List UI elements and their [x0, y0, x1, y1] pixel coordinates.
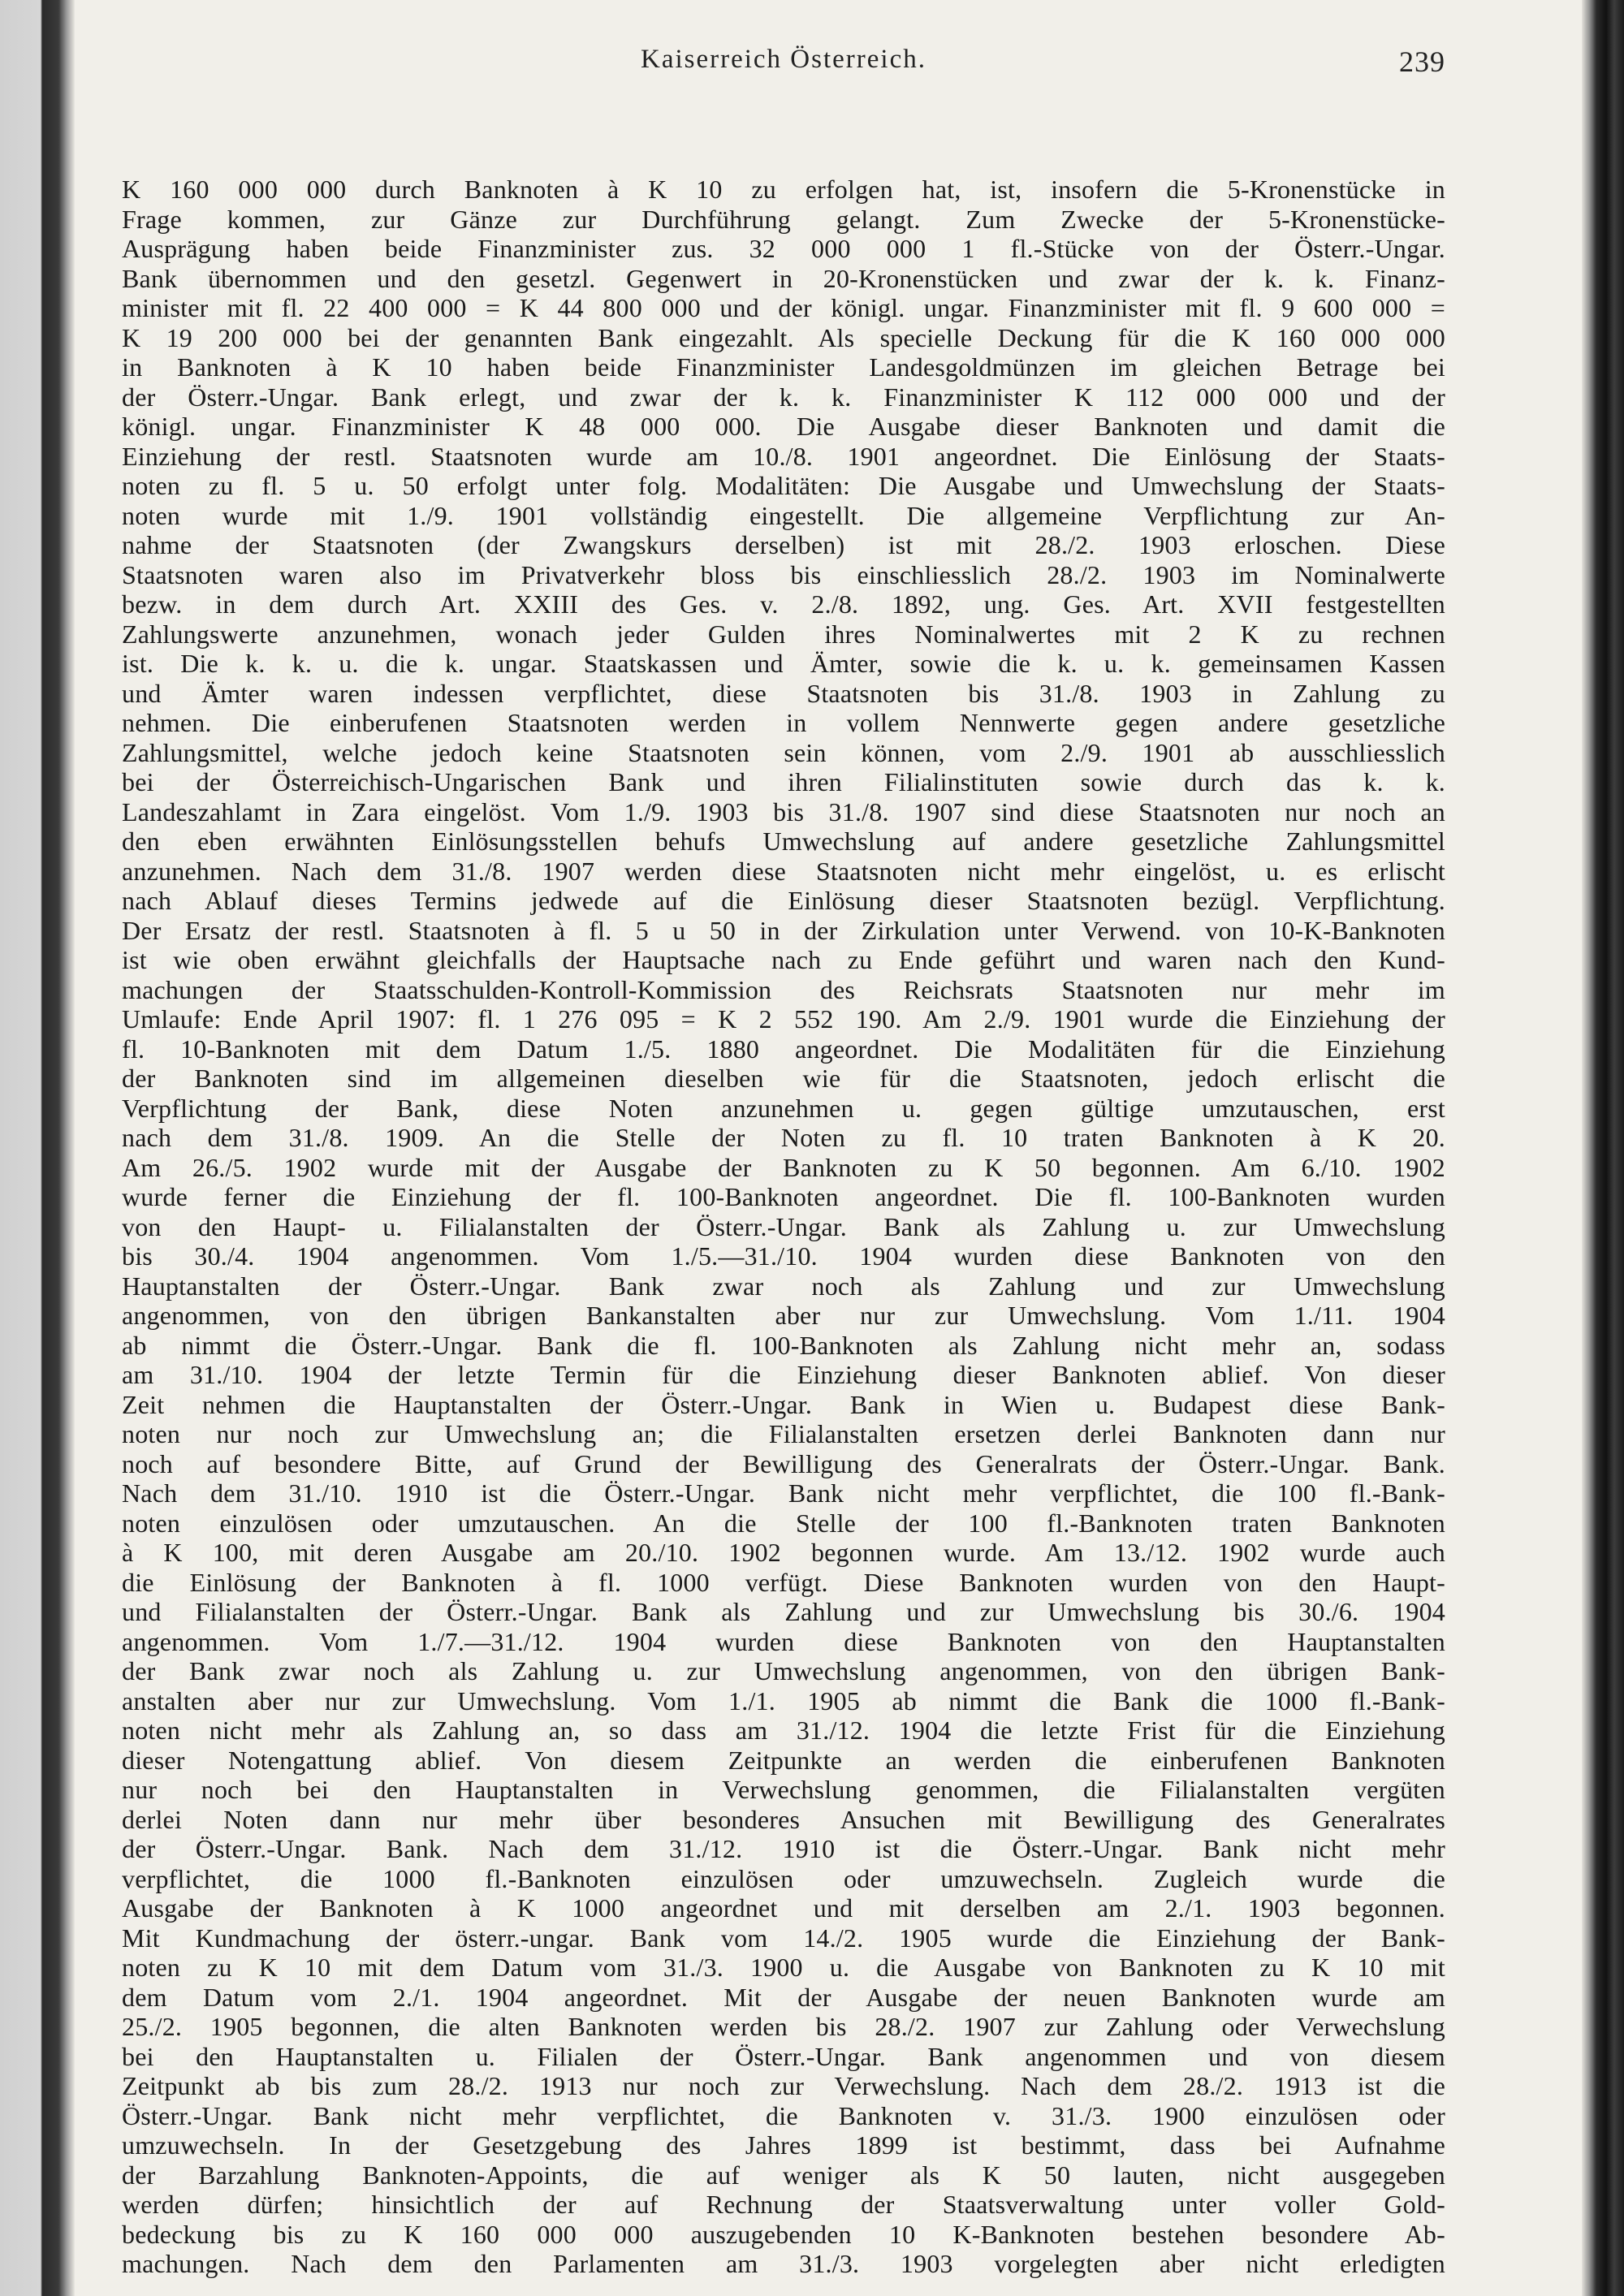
text-line: Mit Kundmachung der österr.-ungar. Bank vom 14./2. 1905 wurde die Einziehung der Bank-	[122, 1923, 1445, 1953]
text-line: Der Ersatz der restl. Staatsnoten à fl. 5 u 50 in der Zirkulation unter Verwend. von 10-K-Banknoten	[122, 915, 1445, 945]
text-line: und Ämter waren indessen verpflichtet, diese Staatsnoten bis 31./8. 1903 in Zahlung zu	[122, 678, 1445, 708]
text-line: königl. ungar. Finanzminister K 48 000 000. Die Ausgabe dieser Banknoten und damit die	[122, 412, 1445, 441]
text-line: ab nimmt die Österr.-Ungar. Bank die fl. 100-Banknoten als Zahlung nicht mehr an, sodass	[122, 1330, 1445, 1360]
text-line: Österr.-Ungar. Bank nicht mehr verpflichtet, die Banknoten v. 31./3. 1900 einzulösen oder	[122, 2100, 1445, 2130]
text-line: à K 100, mit deren Ausgabe am 20./10. 1902 begonnen wurde. Am 13./12. 1902 wurde auch	[122, 1538, 1445, 1567]
text-line: noten zu K 10 mit dem Datum vom 31./3. 1900 u. die Ausgabe von Banknoten zu K 10 mit	[122, 1953, 1445, 1982]
text-line: anstalten aber nur zur Umwechslung. Vom 1./1. 1905 ab nimmt die Bank die 1000 fl.-Bank-	[122, 1685, 1445, 1716]
text-line: der Barzahlung Banknoten-Appoints, die auf weniger als K 50 lauten, nicht ausgegeben	[122, 2160, 1445, 2190]
text-line: der Banknoten sind im allgemeinen dieselben wie für die Staatsnoten, jedoch erlischt die	[122, 1064, 1445, 1093]
text-line: noten einzulösen oder umzutauschen. An die Stelle der 100 fl.-Banknoten traten Banknoten	[122, 1508, 1445, 1538]
text-line: Frage kommen, zur Gänze zur Durchführung gelangt. Zum Zwecke der 5-Kronenstücke-	[122, 204, 1445, 234]
text-line: Zeit nehmen die Hauptanstalten der Österr.-Ungar. Bank in Wien u. Budapest diese Bank-	[122, 1389, 1445, 1419]
text-line: bedeckung bis zu K 160 000 000 auszugebenden 10 K-Banknoten bestehen besondere Ab-	[122, 2219, 1445, 2249]
text-line: bezw. in dem durch Art. XXIII des Ges. v. 2./8. 1892, ung. Ges. Art. XVII festgestellten	[122, 589, 1445, 619]
text-line: machungen der Staatsschulden-Kontroll-Kommission des Reichsrats Staatsnoten nur mehr im	[122, 974, 1445, 1004]
text-line: in Banknoten à K 10 haben beide Finanzminister Landesgoldmünzen im gleichen Betrage bei	[122, 352, 1445, 382]
text-line: Nach dem 31./10. 1910 ist die Österr.-Ungar. Bank nicht mehr verpflichtet, die 100 fl.-Bank-	[122, 1478, 1445, 1508]
text-line: wurde ferner die Einziehung der fl. 100-Banknoten angeordnet. Die fl. 100-Banknoten wurden	[122, 1182, 1445, 1211]
scan-right-edge	[1582, 0, 1624, 2296]
text-line: noch auf besondere Bitte, auf Grund der Bewilligung des Generalrats der Österr.-Ungar. Bank.	[122, 1448, 1445, 1478]
text-line: bei der Österreichisch-Ungarischen Bank und ihren Filialinstituten sowie durch das k. k.	[122, 767, 1445, 796]
text-line: nach Ablauf dieses Termins jedwede auf die Einlösung dieser Staatsnoten bezügl. Verpflichtung.	[122, 886, 1445, 915]
text-line: dem Datum vom 2./1. 1904 angeordnet. Mit der Ausgabe der neuen Banknoten wurde am	[122, 1982, 1445, 2012]
text-line: der Österr.-Ungar. Bank. Nach dem 31./12. 1910 ist die Österr.-Ungar. Bank nicht mehr	[122, 1834, 1445, 1863]
text-line: noten nur noch zur Umwechslung an; die Filialanstalten ersetzen derlei Banknoten dann nur	[122, 1419, 1445, 1448]
text-line: Landeszahlamt in Zara eingelöst. Vom 1./9. 1903 bis 31./8. 1907 sind diese Staatsnoten nur noch an	[122, 796, 1445, 826]
text-line: noten nicht mehr als Zahlung an, so dass am 31./12. 1904 die letzte Frist für die Einziehung	[122, 1716, 1445, 1745]
text-line: nehmen. Die einberufenen Staatsnoten werden in vollem Nennwerte gegen andere gesetzliche	[122, 708, 1445, 737]
text-line: den eben erwähnten Einlösungsstellen behufs Umwechslung auf andere gesetzliche Zahlungsmittel	[122, 826, 1445, 856]
body-text	[122, 175, 1445, 2279]
text-line: werden dürfen; hinsichtlich der auf Rechnung der Staatsverwaltung unter voller Gold-	[122, 2190, 1445, 2219]
text-line: Ausprägung haben beide Finanzminister zus. 32 000 000 1 fl.-Stücke von der Österr.-Ungar.	[122, 234, 1445, 263]
book-page	[122, 45, 1445, 2279]
text-line: umzuwechseln. In der Gesetzgebung des Jahres 1899 ist bestimmt, dass bei Aufnahme	[122, 2130, 1445, 2160]
text-line: der Bank zwar noch als Zahlung u. zur Umwechslung angenommen, von den übrigen Bank-	[122, 1656, 1445, 1685]
text-line: ist. Die k. k. u. die k. ungar. Staatskassen und Ämter, sowie die k. u. k. gemeinsamen Kassen	[122, 649, 1445, 678]
text-line: am 31./10. 1904 der letzte Termin für die Einziehung dieser Banknoten ablief. Von dieser	[122, 1360, 1445, 1389]
page-number: 239	[1399, 45, 1445, 78]
scan-left-edge	[0, 0, 75, 2296]
text-line: nahme der Staatsnoten (der Zwangskurs derselben) ist mit 28./2. 1903 erloschen. Diese	[122, 530, 1445, 559]
text-line: Am 26./5. 1902 wurde mit der Ausgabe der Banknoten zu K 50 begonnen. Am 6./10. 1902	[122, 1152, 1445, 1182]
text-line: 25./2. 1905 begonnen, die alten Banknoten werden bis 28./2. 1907 zur Zahlung oder Verwechslung	[122, 2012, 1445, 2041]
text-line: angenommen, von den übrigen Bankanstalten aber nur zur Umwechslung. Vom 1./11. 1904	[122, 1301, 1445, 1330]
text-line: Verpflichtung der Bank, diese Noten anzunehmen u. gegen gültige umzutauschen, erst	[122, 1093, 1445, 1123]
text-line: und Filialanstalten der Österr.-Ungar. Bank als Zahlung und zur Umwechslung bis 30./6. 1904	[122, 1597, 1445, 1626]
text-line: Einziehung der restl. Staatsnoten wurde am 10./8. 1901 angeordnet. Die Einlösung der Staats-	[122, 441, 1445, 471]
running-head	[122, 45, 1445, 93]
text-line: Staatsnoten waren also im Privatverkehr bloss bis einschliesslich 28./2. 1903 im Nominalwerte	[122, 559, 1445, 589]
text-line: Umlaufe: Ende April 1907: fl. 1 276 095 = K 2 552 190. Am 2./9. 1901 wurde die Einziehung der	[122, 1004, 1445, 1034]
text-line: bei den Hauptanstalten u. Filialen der Österr.-Ungar. Bank angenommen und von diesem	[122, 2041, 1445, 2071]
text-line: noten wurde mit 1./9. 1901 vollständig eingestellt. Die allgemeine Verpflichtung zur An-	[122, 500, 1445, 530]
text-line: der Österr.-Ungar. Bank erlegt, und zwar der k. k. Finanzminister K 112 000 000 und der	[122, 382, 1445, 412]
text-line: von den Haupt- u. Filialanstalten der Österr.-Ungar. Bank als Zahlung u. zur Umwechslung	[122, 1211, 1445, 1241]
text-line: die Einlösung der Banknoten à fl. 1000 verfügt. Diese Banknoten wurden von den Haupt-	[122, 1567, 1445, 1597]
text-line: verpflichtet, die 1000 fl.-Banknoten einzulösen oder umzuwechseln. Zugleich wurde die	[122, 1863, 1445, 1893]
text-line: derlei Noten dann nur mehr über besonderes Ansuchen mit Bewilligung des Generalrates	[122, 1804, 1445, 1834]
text-line: minister mit fl. 22 400 000 = K 44 800 000 und der königl. ungar. Finanzminister mit fl. 9 600 000 =	[122, 293, 1445, 322]
text-line: bis 30./4. 1904 angenommen. Vom 1./5.—31./10. 1904 wurden diese Banknoten von den	[122, 1241, 1445, 1271]
text-line: anzunehmen. Nach dem 31./8. 1907 werden diese Staatsnoten nicht mehr eingelöst, u. es erlischt	[122, 856, 1445, 886]
text-line: ist wie oben erwähnt gleichfalls der Hauptsache nach zu Ende geführt und waren nach den Kund-	[122, 945, 1445, 974]
text-line: K 19 200 000 bei der genannten Bank eingezahlt. Als specielle Deckung für die K 160 000 000	[122, 322, 1445, 352]
text-line: Zahlungsmittel, welche jedoch keine Staatsnoten sein können, vom 2./9. 1901 ab ausschliesslich	[122, 737, 1445, 767]
text-line: fl. 10-Banknoten mit dem Datum 1./5. 1880 angeordnet. Die Modalitäten für die Einziehung	[122, 1034, 1445, 1064]
text-line: Hauptanstalten der Österr.-Ungar. Bank zwar noch als Zahlung und zur Umwechslung	[122, 1271, 1445, 1301]
text-line: K 160 000 000 durch Banknoten à K 10 zu erfolgen hat, ist, insofern die 5-Kronenstücke in	[122, 175, 1445, 204]
text-line: dieser Notengattung ablief. Von diesem Zeitpunkte an werden die einberufenen Banknoten	[122, 1745, 1445, 1775]
text-line: nur noch bei den Hauptanstalten in Verwechslung genommen, die Filialanstalten vergüten	[122, 1775, 1445, 1804]
text-line: noten zu fl. 5 u. 50 erfolgt unter folg. Modalitäten: Die Ausgabe und Umwechslung der Staats-	[122, 471, 1445, 500]
text-line: angenommen. Vom 1./7.—31./12. 1904 wurden diese Banknoten von den Hauptanstalten	[122, 1626, 1445, 1656]
text-line: Ausgabe der Banknoten à K 1000 angeordnet und mit derselben am 2./1. 1903 begonnen.	[122, 1893, 1445, 1923]
text-line: Zahlungswerte anzunehmen, wonach jeder Gulden ihres Nominalwertes mit 2 K zu rechnen	[122, 619, 1445, 649]
running-head-title: Kaiserreich Österreich.	[640, 45, 926, 74]
text-line: machungen. Nach dem den Parlamenten am 31./3. 1903 vorgelegten aber nicht erledigten	[122, 2249, 1445, 2278]
text-line: Bank übernommen und den gesetzl. Gegenwert in 20-Kronenstücken und zwar der k. k. Finanz-	[122, 263, 1445, 293]
text-line: nach dem 31./8. 1909. An die Stelle der Noten zu fl. 10 traten Banknoten à K 20.	[122, 1123, 1445, 1152]
text-line: Zeitpunkt ab bis zum 28./2. 1913 nur noch zur Verwechslung. Nach dem 28./2. 1913 ist die	[122, 2071, 1445, 2100]
